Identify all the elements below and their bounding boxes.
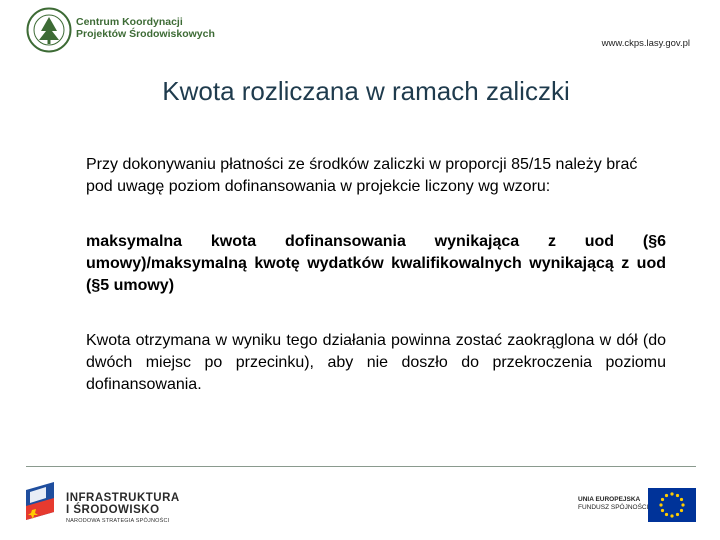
org-name-line1: Centrum Koordynacji	[76, 16, 183, 28]
paragraph-rounding: Kwota otrzymana w wyniku tego działania powinna zostać zaokrąglona w dół (do dwóch miejsc po przecinku), aby nie doszło do przekroczenia poziomu dofinansowania.	[86, 332, 666, 393]
is-title	[66, 492, 180, 516]
footer-divider	[26, 466, 696, 467]
lasy-panstwowe-logo-icon	[26, 7, 72, 53]
paragraph-formula: maksymalna kwota dofinansowania wynikająca z uod (§6 umowy)/maksymalną kwotę wydatków kwalifikowalnych wynikającą z uod (§5 umowy)	[86, 233, 666, 294]
eu-logo	[578, 486, 698, 526]
infrastruktura-logo	[26, 478, 186, 533]
paragraph-intro: Przy dokonywaniu płatności ze środków zaliczki w proporcji 85/15 należy brać pod uwagę poziom dofinansowania w projekcie liczony wg wzoru:	[86, 156, 638, 195]
is-subtitle: NARODOWA STRATEGIA SPÓJNOŚCI	[66, 518, 170, 524]
header	[0, 0, 720, 60]
org-name	[76, 16, 215, 40]
org-name-line2: Projektów Środowiskowych	[76, 28, 215, 40]
eu-text	[578, 496, 648, 512]
eu-line1: UNIA EUROPEJSKA	[578, 496, 641, 503]
website-url[interactable]: www.ckps.lasy.gov.pl	[601, 38, 690, 49]
slide-title: Kwota rozliczana w ramach zaliczki	[162, 76, 570, 106]
flag-icon	[26, 482, 58, 530]
eu-flag-icon	[648, 488, 696, 522]
is-title-line2: I ŚRODOWISKO	[66, 504, 160, 516]
eu-line2: FUNDUSZ SPÓJNOŚCI	[578, 504, 649, 511]
is-title-line1: INFRASTRUKTURA	[66, 492, 180, 504]
